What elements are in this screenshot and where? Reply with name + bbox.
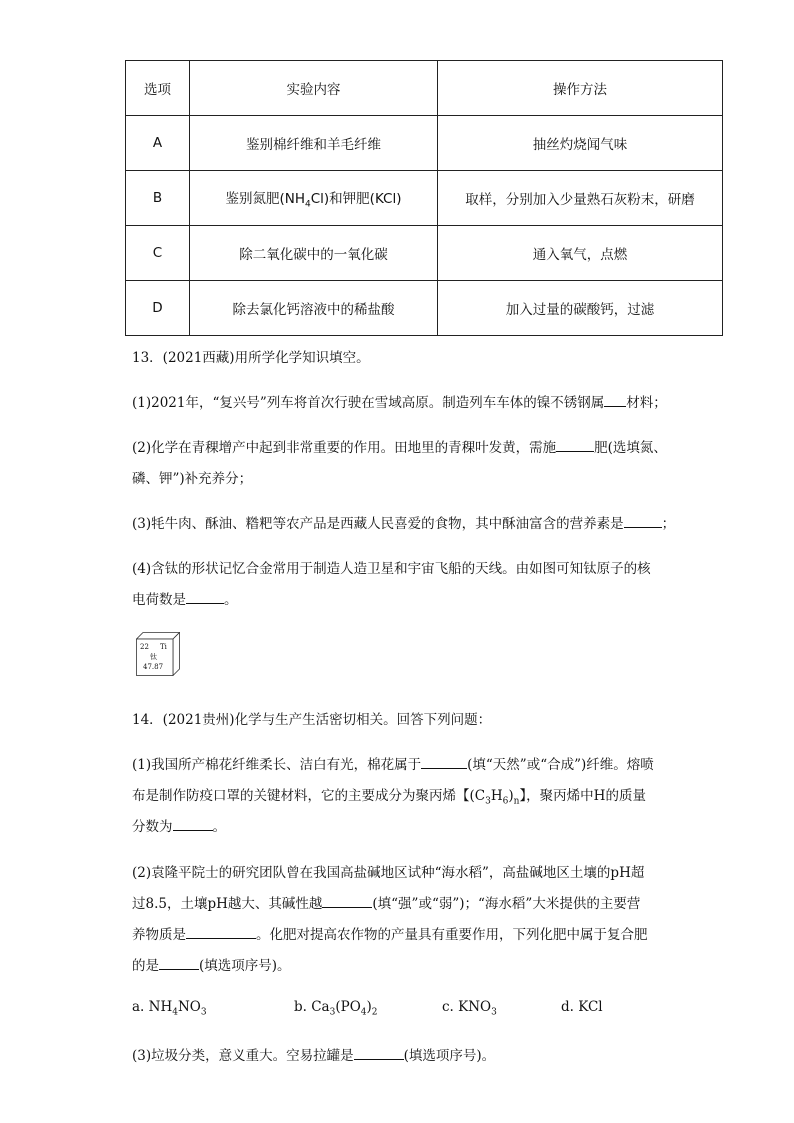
text: b. Ca (294, 999, 330, 1015)
atomic-number: 22 (140, 643, 149, 651)
q14-part3 (132, 1044, 495, 1064)
answer-blank[interactable] (624, 513, 662, 528)
q14-title: 14．(2021贵州)化学与生产生活密切相关。回答下列问题： (132, 712, 492, 728)
q14-part1-line1 (132, 753, 654, 773)
text: (填“强”或“弱”)；“海水稻”大米提供的主要营 (372, 896, 641, 912)
choice-c (442, 999, 497, 1018)
text: (3)牦牛肉、酥油、糌粑等农产品是西藏人民喜爱的食物，其中酥油富含的营养素是 (132, 516, 624, 532)
q13-part4-line2 (132, 588, 238, 608)
q13-title: 13．(2021西藏)用所学化学知识填空。 (132, 350, 370, 366)
text: 】，聚丙烯中H的质量 (519, 788, 646, 804)
q13-part2-line1 (132, 436, 667, 456)
text: 。化肥对提高农作物的产量具有重要作用，下列化肥中属于复合肥 (256, 927, 648, 943)
row-method: 通入氧气，点燃 (438, 226, 723, 281)
text: (PO (335, 999, 361, 1015)
q13-part3 (132, 512, 675, 532)
subscript: 4 (172, 1007, 178, 1018)
q13-part2-line2: 磷、钾”)补充养分； (132, 471, 253, 487)
answer-blank[interactable] (159, 955, 199, 970)
subscript: 2 (371, 1007, 378, 1018)
q14-part1-line2 (132, 784, 646, 807)
header-content: 实验内容 (190, 61, 438, 116)
text: 养物质是 (132, 927, 186, 943)
q14-part2-line4 (132, 954, 291, 974)
row-method: 取样，分别加入少量熟石灰粉末，研磨 (438, 171, 723, 226)
text: c. KNO (442, 999, 492, 1015)
subscript: 4 (360, 1007, 367, 1018)
text: 。 (224, 592, 238, 608)
row-content (190, 171, 438, 226)
table-header-row (126, 61, 723, 116)
subscript: n (513, 796, 520, 807)
content-text: 鉴别氮肥(NH (225, 190, 305, 207)
text: (1)我国所产棉花纤维柔长、洁白有光，棉花属于 (132, 757, 422, 773)
subscript: 3 (329, 1007, 336, 1018)
answer-blank[interactable] (556, 437, 594, 452)
q13-part4-line1: (4)含钛的形状记忆合金常用于制造人造卫星和宇宙飞船的天线。由如图可知钛原子的核 (132, 561, 651, 577)
text: NO (177, 999, 201, 1015)
row-option: C (126, 226, 190, 281)
subscript: 4 (305, 199, 311, 210)
text: ) (366, 999, 372, 1015)
row-content: 鉴别棉纤维和羊毛纤维 (190, 116, 438, 171)
text: 电荷数是 (132, 592, 186, 608)
text: 材料； (626, 395, 667, 411)
answer-blank[interactable] (354, 1045, 404, 1060)
row-option: B (126, 171, 190, 226)
text: ； (661, 516, 676, 532)
text: (填“天然”或“合成”)纤维。熔喷 (467, 757, 654, 773)
table-row (126, 281, 723, 336)
element-name: 钛 (150, 653, 157, 661)
text: 过8.5，土壤pH越大、其碱性越 (132, 896, 323, 912)
atomic-mass: 47.87 (143, 663, 164, 671)
header-option: 选项 (126, 61, 190, 116)
choice-b (294, 999, 378, 1018)
choice-a (132, 999, 207, 1018)
text: (1)2021年，“复兴号”列车将首次行驶在雪域高原。制造列车车体的镍不锈钢属 (132, 395, 605, 411)
text: 分数为 (132, 819, 173, 835)
header-method: 操作方法 (438, 61, 723, 116)
text: ) (508, 788, 514, 804)
q13-part1 (132, 391, 667, 411)
text: (填选项序号)。 (199, 958, 291, 974)
text: 肥(选填氮、 (594, 440, 667, 456)
text: a. NH (132, 999, 173, 1015)
row-method: 抽丝灼烧闻气味 (438, 116, 723, 171)
text: (3)垃圾分类，意义重大。空易拉罐是 (132, 1048, 354, 1064)
text: 的是 (132, 958, 159, 974)
choice-d: d. KCl (561, 999, 603, 1015)
table-row (126, 116, 723, 171)
options-table (125, 60, 723, 336)
text: 。 (212, 819, 226, 835)
text: (填选项序号)。 (403, 1048, 496, 1064)
subscript: 3 (200, 1007, 207, 1018)
answer-blank[interactable] (186, 924, 256, 939)
answer-blank[interactable] (322, 893, 372, 908)
q14-part2-line2 (132, 892, 640, 912)
answer-blank[interactable] (421, 754, 467, 769)
row-content: 除二氧化碳中的一氧化碳 (190, 226, 438, 281)
table-row (126, 171, 723, 226)
text: 布是制作防疫口罩的关键材料，它的主要成分为聚丙烯【(C (132, 788, 486, 804)
q14-part1-line3 (132, 815, 226, 835)
row-option: A (126, 116, 190, 171)
content-text: Cl)和钾肥(KCl) (310, 190, 402, 207)
q14-part2-line1: (2)袁隆平院士的研究团队曾在我国高盐碱地区试种“海水稻”，高盐碱地区土壤的pH超 (132, 865, 645, 881)
answer-blank[interactable] (173, 816, 213, 831)
text: (2)化学在青稞增产中起到非常重要的作用。田地里的青稞叶发黄，需施 (132, 440, 557, 456)
element-symbol: Ti (160, 643, 167, 651)
row-option: D (126, 281, 190, 336)
row-method: 加入过量的碳酸钙，过滤 (438, 281, 723, 336)
subscript: 6 (502, 796, 509, 807)
subscript: 3 (491, 1007, 497, 1018)
subscript: 3 (485, 796, 491, 807)
table-row (126, 226, 723, 281)
titanium-element-cube (136, 632, 178, 674)
answer-blank[interactable] (186, 589, 224, 604)
row-content: 除去氯化钙溶液中的稀盐酸 (190, 281, 438, 336)
answer-blank[interactable] (604, 392, 626, 407)
q14-part2-line3 (132, 923, 648, 943)
text: H (490, 788, 503, 804)
